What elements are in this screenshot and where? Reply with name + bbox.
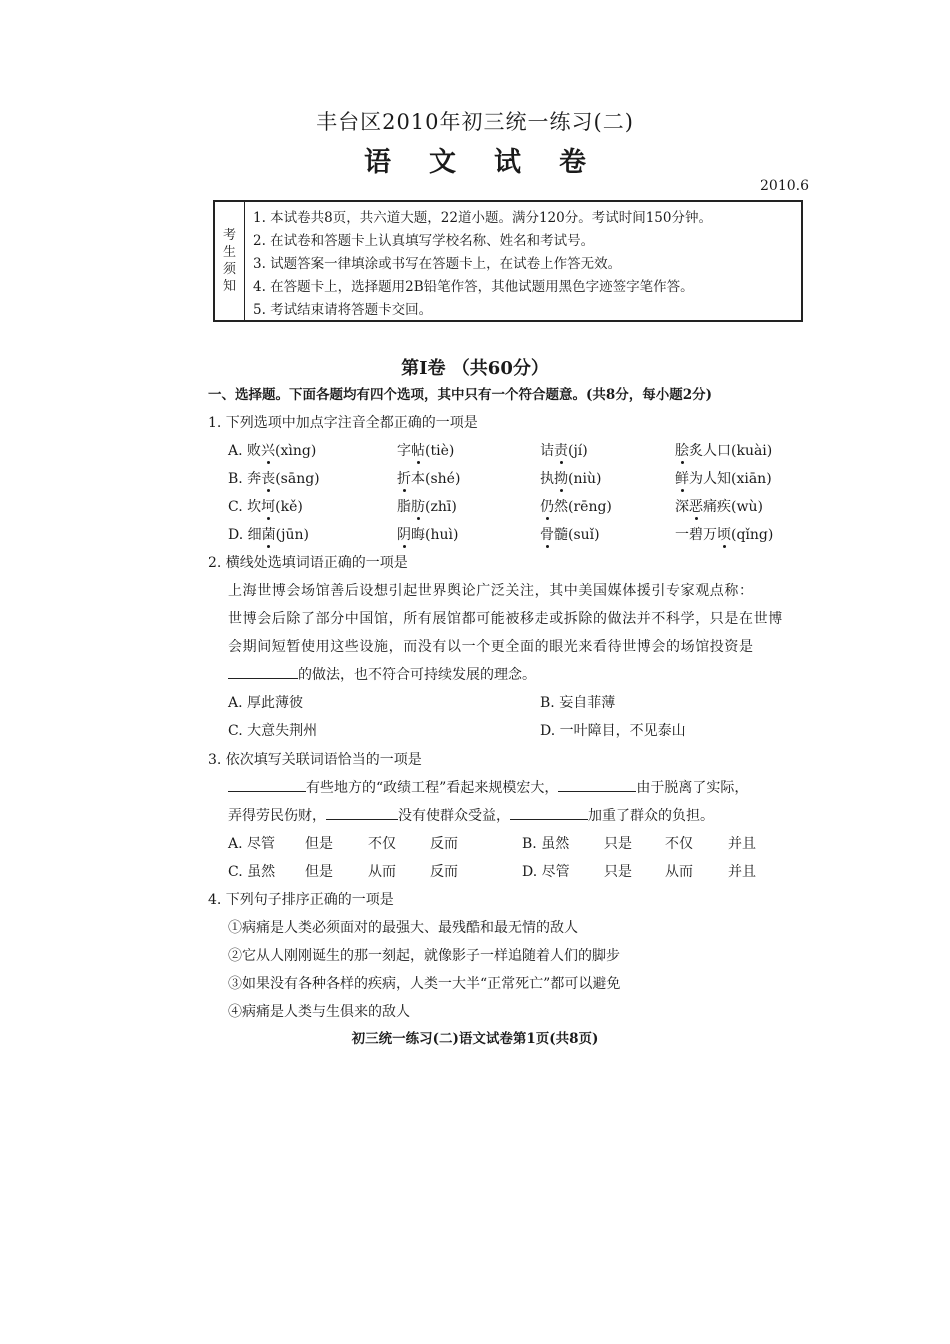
q1-dotted-char: 责	[554, 443, 568, 459]
q1-option-label: A.	[228, 443, 248, 459]
q3-option-word: A. 尽管	[228, 836, 276, 852]
q1-dotted-char: 鲜	[675, 471, 689, 487]
page-footer: 初三统一练习(二)语文试卷第1页(共8页)	[351, 1031, 599, 1047]
q3-stem: 3. 依次填写关联词语恰当的一项是	[208, 752, 422, 768]
q1-word-text: 脂	[397, 499, 411, 515]
q3-option-word: 从而	[665, 864, 693, 880]
answer-blank	[326, 818, 398, 820]
q1-word-text: 坎	[247, 499, 262, 515]
q1-option-label: B.	[228, 471, 248, 487]
q1-dotted-char: 兴	[261, 443, 276, 459]
notice-item: 5. 考试结束请将答题卡交回。	[253, 302, 433, 318]
subject-title: 语文试卷	[364, 147, 624, 178]
q3-option-word: 并且	[728, 864, 756, 880]
q1-option-label: D.	[228, 527, 248, 543]
q1-word-text: 诘	[540, 443, 554, 459]
q1-dotted-char: 丧	[261, 471, 276, 487]
q1-option-item	[540, 496, 612, 516]
q1-option-item	[228, 468, 320, 488]
q1-option-item	[397, 496, 457, 516]
part-one-heading: 一、选择题。下面各题均有四个选项，其中只有一个符合题意。(共8分，每小题2分)	[208, 387, 713, 403]
q4-sentence: ②它从人刚刚诞生的那一刻起，就像影子一样追随着人们的脚步	[228, 948, 620, 964]
q1-word-text: (jūn)	[275, 527, 309, 543]
q2-paragraph-line: 会期间短暂使用这些设施，而没有以一个更全面的眼光来看待世博会的场馆投资是	[228, 639, 754, 655]
q1-word-text: 一碧万	[675, 527, 717, 543]
answer-blank	[510, 818, 588, 820]
q1-word-text: 为人知(xiān)	[689, 471, 772, 487]
q1-stem: 1. 下列选项中加点字注音全都正确的一项是	[208, 415, 478, 431]
q2-option-b: B. 妄自菲薄	[540, 695, 616, 711]
q2-paragraph-line: 世博会后除了部分中国馆，所有展馆都可能被移走或拆除的做法并不科学，只是在世博	[228, 611, 783, 627]
q1-word-text: 痛疾(wù)	[703, 499, 763, 515]
q1-option-item	[675, 496, 763, 516]
q3-option-word: 不仅	[665, 836, 693, 852]
q2-last-line	[228, 664, 536, 684]
q3-option-word: 从而	[368, 864, 396, 880]
answer-blank	[558, 790, 636, 792]
q1-dotted-char: 顷	[717, 527, 731, 543]
q1-word-text: 然(rēng)	[554, 499, 612, 515]
q1-word-text: 炙人口(kuài)	[689, 443, 773, 459]
q1-word-text: 晦(huì)	[411, 527, 459, 543]
q1-dotted-char: 仍	[540, 499, 554, 515]
exam-title: 丰台区2010年初三统一练习(二)	[316, 110, 634, 134]
q4-sentence: ④病痛是人类与生俱来的敌人	[228, 1004, 410, 1020]
notice-label-char: 须	[222, 262, 236, 277]
q1-word-text: (qǐng)	[731, 527, 774, 543]
answer-blank	[228, 790, 306, 792]
q3-option-word: 但是	[305, 864, 333, 880]
q1-word-text: 执	[540, 471, 554, 487]
q1-word-text: (zhī)	[425, 499, 457, 515]
notice-label-char: 考	[222, 228, 236, 243]
section-title: 第Ⅰ卷 （共60分）	[401, 358, 549, 379]
q1-word-text: 字	[397, 443, 411, 459]
notice-label-char: 知	[222, 279, 236, 294]
q1-option-item	[397, 440, 454, 460]
q1-option-item	[228, 496, 303, 516]
q3-option-word: 反而	[430, 836, 458, 852]
notice-label-char: 生	[222, 245, 236, 260]
q1-option-item	[540, 524, 600, 544]
q1-word-text: (sāng)	[275, 471, 320, 487]
q2-option-d: D. 一叶障目，不见泰山	[540, 723, 686, 739]
q3-text: 没有使群众受益，	[398, 808, 510, 824]
q3-option-word: B. 虽然	[522, 836, 570, 852]
q3-text: 有些地方的“政绩工程”看起来规模宏大，	[306, 780, 559, 796]
q3-option-word: C. 虽然	[228, 864, 276, 880]
q3-option-word: 反而	[430, 864, 458, 880]
q1-dotted-char: 拗	[554, 471, 568, 487]
q2-last-line-text: 的做法，也不符合可持续发展的理念。	[298, 667, 536, 683]
q1-dotted-char: 骨	[540, 527, 554, 543]
q1-option-item	[675, 468, 772, 488]
q1-word-text: 髓(suǐ)	[554, 527, 600, 543]
q1-option-item	[228, 440, 316, 460]
q3-text: 加重了群众的负担。	[588, 808, 714, 824]
q4-stem: 4. 下列句子排序正确的一项是	[208, 892, 394, 908]
q1-option-item	[540, 440, 588, 460]
q3-option-word: D. 尽管	[522, 864, 570, 880]
notice-item: 3. 试题答案一律填涂或书写在答题卡上，在试卷上作答无效。	[253, 256, 622, 272]
q1-word-text: (kě)	[275, 499, 303, 515]
q1-dotted-char: 坷	[261, 499, 276, 515]
q3-sentence-line1	[228, 777, 748, 797]
q1-word-text: 深	[675, 499, 689, 515]
q1-option-item	[228, 524, 309, 544]
q1-dotted-char: 脍	[675, 443, 689, 459]
q1-word-text: 败	[247, 443, 262, 459]
notice-item: 4. 在答题卡上，选择题用2B铅笔作答，其他试题用黑色字迹签字笔作答。	[253, 279, 694, 295]
q1-option-item	[675, 440, 772, 460]
q1-option-item	[397, 524, 458, 544]
q4-sentence: ①病痛是人类必须面对的最强大、最残酷和最无情的敌人	[228, 920, 578, 936]
q4-sentence: ③如果没有各种各样的疾病，人类一大半“正常死亡”都可以避免	[228, 976, 621, 992]
q3-option-word: 但是	[305, 836, 333, 852]
answer-blank	[228, 677, 298, 679]
q1-option-item	[675, 524, 773, 544]
q2-option-a: A. 厚此薄彼	[228, 695, 304, 711]
q3-text: 由于脱离了实际，	[636, 780, 749, 796]
q2-stem: 2. 横线处选填词语正确的一项是	[208, 555, 408, 571]
q1-dotted-char: 折	[397, 471, 411, 487]
notice-label	[215, 202, 245, 320]
q2-option-c: C. 大意失荆州	[228, 723, 318, 739]
exam-date: 2010.6	[760, 178, 809, 194]
q1-word-text: (xìng)	[275, 443, 317, 459]
q1-word-text: 奔	[247, 471, 262, 487]
q1-dotted-char: 恶	[689, 499, 703, 515]
q3-option-word: 不仅	[368, 836, 396, 852]
notice-items	[253, 207, 797, 322]
q1-word-text: 本(shé)	[411, 471, 461, 487]
q1-option-item	[540, 468, 601, 488]
q1-word-text: (niù)	[568, 471, 602, 487]
q3-option-word: 只是	[604, 836, 632, 852]
q1-dotted-char: 帖	[411, 443, 425, 459]
q1-word-text: 细	[247, 527, 262, 543]
q1-word-text: (jí)	[568, 443, 588, 459]
q1-option-item	[397, 468, 460, 488]
q3-text: 弄得劳民伤财，	[228, 808, 326, 824]
notice-item: 2. 在试卷和答题卡上认真填写学校名称、姓名和考试号。	[253, 233, 595, 249]
q1-dotted-char: 肪	[411, 499, 425, 515]
q1-dotted-char: 阴	[397, 527, 411, 543]
candidate-notice-box	[213, 200, 803, 322]
q2-paragraph-line: 上海世博会场馆善后设想引起世界舆论广泛关注，其中美国媒体援引专家观点称：	[228, 583, 754, 599]
notice-item: 1. 本试卷共8页，共六道大题，22道小题。满分120分。考试时间150分钟。	[253, 210, 712, 226]
q3-option-word: 只是	[604, 864, 632, 880]
q3-option-word: 并且	[728, 836, 756, 852]
q1-dotted-char: 菌	[261, 527, 276, 543]
q1-word-text: (tiè)	[425, 443, 455, 459]
q1-option-label: C.	[228, 499, 248, 515]
q3-sentence-line2	[228, 805, 714, 825]
